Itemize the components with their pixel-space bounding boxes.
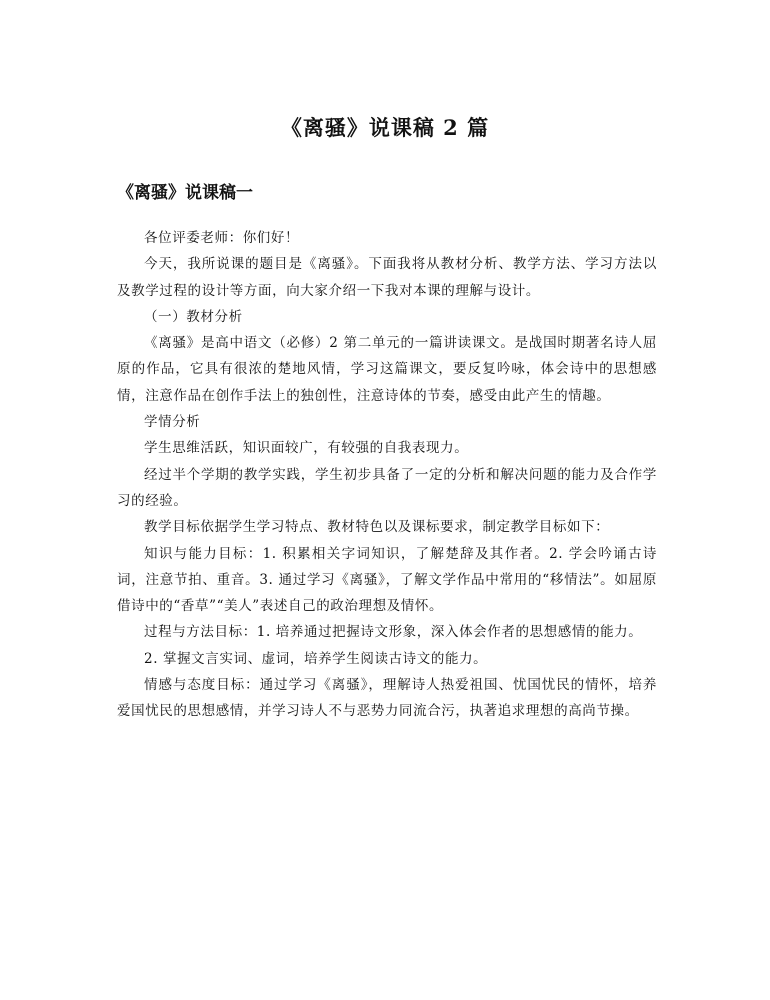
paragraph-greeting: 各位评委老师：你们好！: [144, 230, 300, 246]
paragraph-teaching-goals: 教学目标依据学生学习特点、教材特色以及课标要求，制定教学目标如下：: [144, 519, 610, 536]
paragraph-textbook-analysis: 《离骚》是高中语文（必修）2 第二单元的一篇讲读课文。是战国时期著名诗人屈原的作品，它具有很浓的楚地风情，学习这篇课文，要反复吟咏，体会诗中的思想感情，注意作品在创作手法上的独创性，注意诗体的节奏，感受由此产生的情趣。: [117, 335, 657, 404]
paragraph-student-analysis-heading: 学情分析: [144, 414, 201, 431]
document-title: 《离骚》说课稿 2 篇: [280, 115, 490, 140]
paragraph-knowledge-goals: 知识与能力目标：1. 积累相关字词知识，了解楚辞及其作者。2. 学会吟诵古诗词，注意节拍、重音。3. 通过学习《离骚》，了解文学作品中常用的“移情法”。如屈原借诗中的“香草”“美人”表述自己的政治理想及情怀。: [117, 545, 657, 615]
paragraph-intro: 今天，我所说课的题目是《离骚》。下面我将从教材分析、教学方法、学习方法以及教学过程的设计等方面，向大家介绍一下我对本课的理解与设计。: [117, 256, 657, 299]
paragraph-textbook-analysis-heading: （一）教材分析: [144, 308, 243, 325]
document-body: [117, 225, 657, 725]
section-heading: 《离骚》说课稿一: [117, 183, 253, 203]
paragraph-student-traits: 学生思维活跃，知识面较广，有较强的自我表现力。: [144, 440, 469, 457]
paragraph-emotion-goals: 情感与态度目标：通过学习《离骚》，理解诗人热爱祖国、忧国忧民的情怀，培养爱国忧民的思想感情，并学习诗人不与恶势力同流合污，执著追求理想的高尚节操。: [117, 677, 657, 720]
paragraph-student-experience: 经过半个学期的教学实践，学生初步具备了一定的分析和解决问题的能力及合作学习的经验。: [117, 466, 657, 509]
paragraph-process-goals: 过程与方法目标：1. 培养通过把握诗文形象，深入体会作者的思想感情的能力。: [144, 624, 643, 641]
paragraph-process-goals-2: 2. 掌握文言实词、虚词，培养学生阅读古诗文的能力。: [144, 650, 488, 667]
